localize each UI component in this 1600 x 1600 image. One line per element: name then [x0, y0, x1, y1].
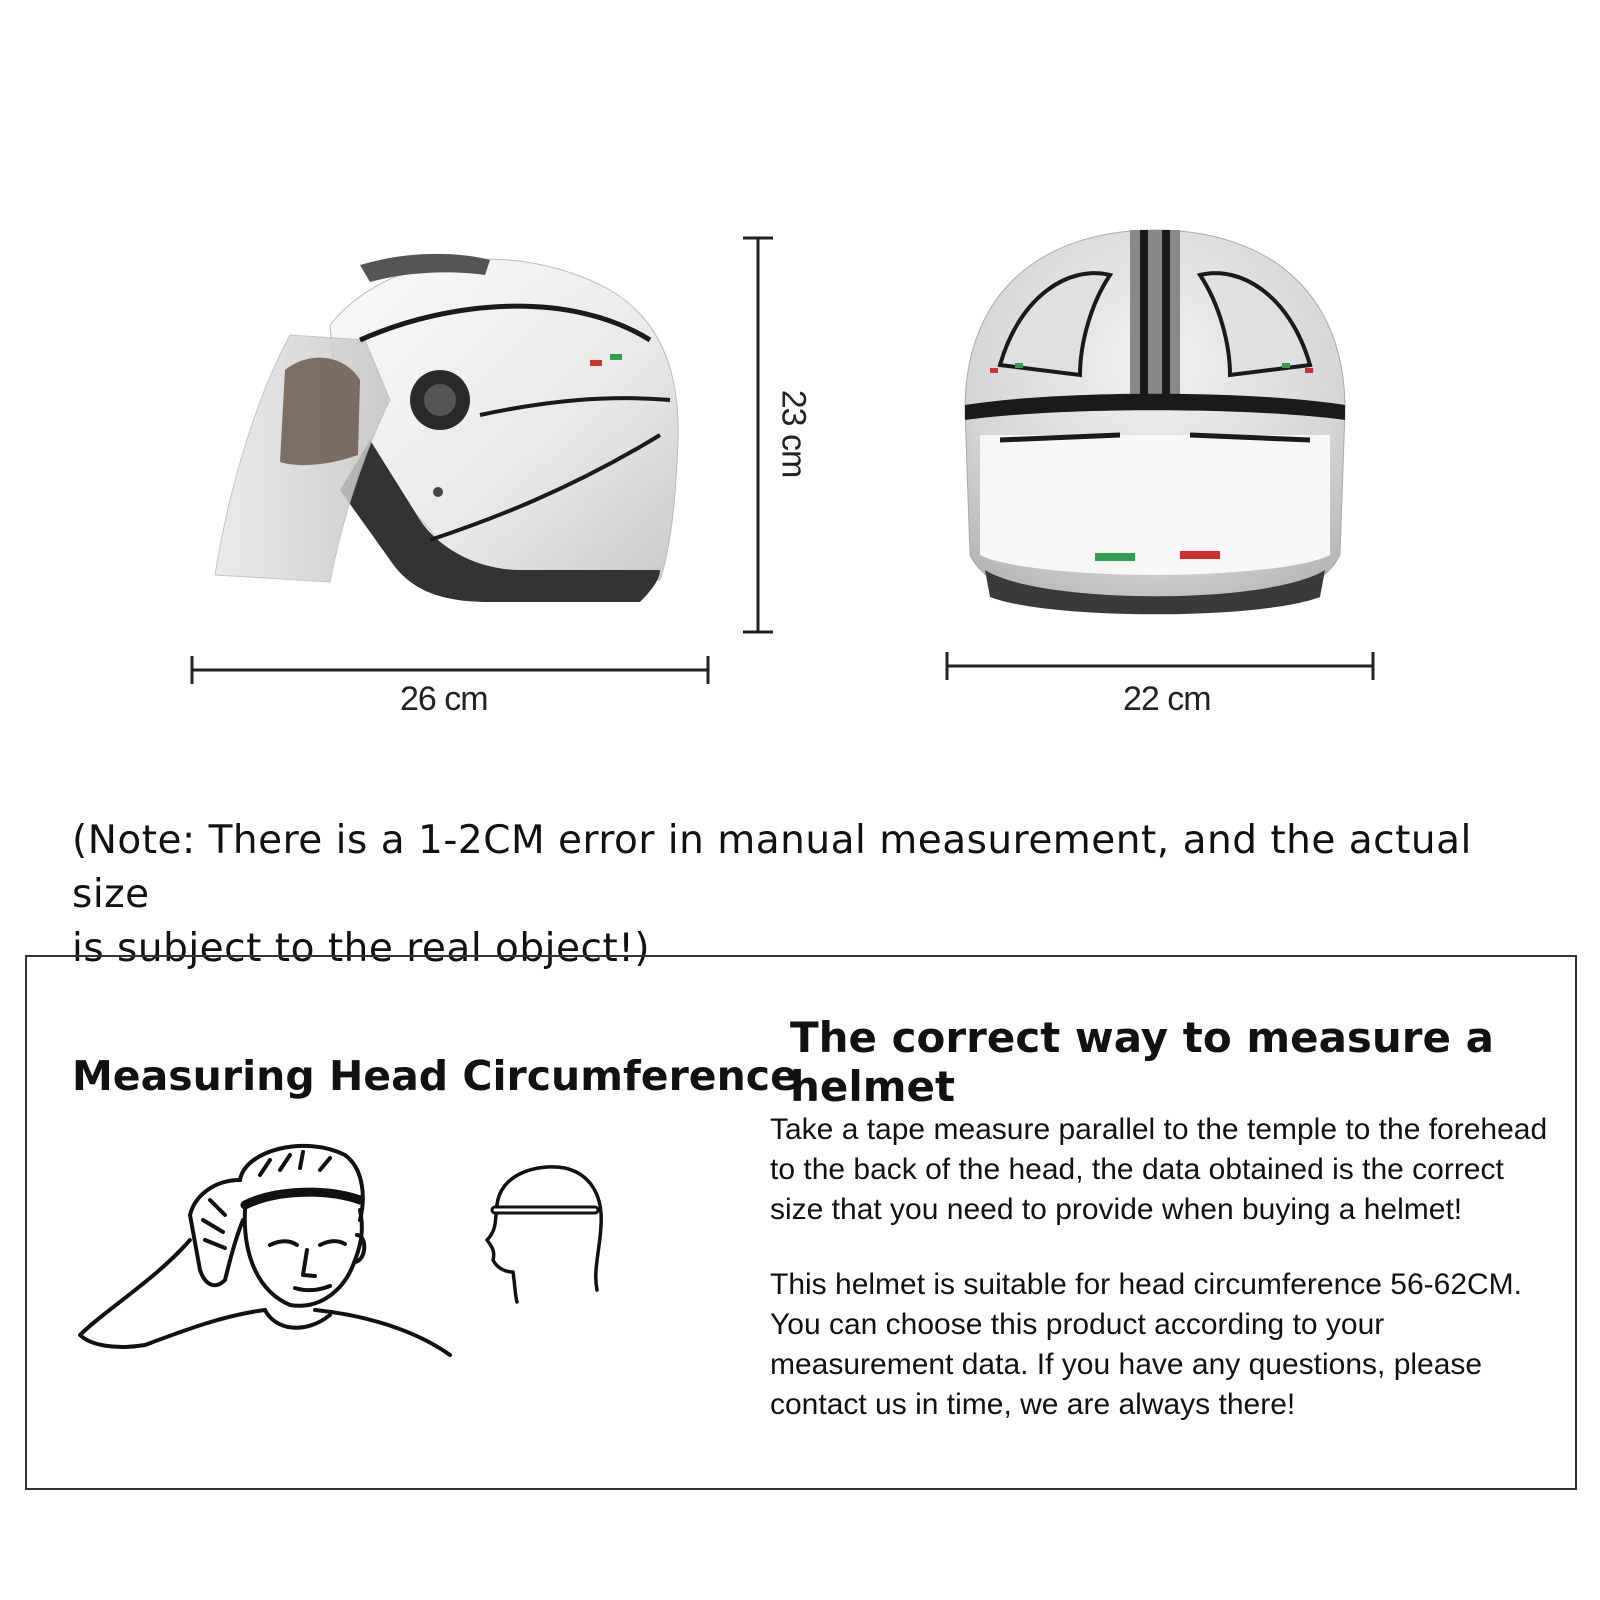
side-width-dimension-label: 26 cm: [400, 680, 488, 718]
man-measuring-head-illustration: [75, 1140, 465, 1370]
suitability-line: contact us in time, we are always there!: [770, 1388, 1296, 1421]
front-width-dimension-label: 22 cm: [1123, 680, 1211, 718]
measure-instructions-paragraph: [770, 1110, 1570, 1230]
instruction-line: Take a tape measure parallel to the temple to the forehead: [770, 1113, 1548, 1146]
note-line-1: (Note: There is a 1-2CM error in manual measurement, and the actual size: [72, 818, 1472, 917]
suitability-line: measurement data. If you have any questions, please: [770, 1348, 1483, 1381]
suitability-line: You can choose this product according to your: [770, 1308, 1385, 1341]
instruction-line: size that you need to provide when buying a helmet!: [770, 1193, 1463, 1226]
suitability-line: This helmet is suitable for head circumference 56-62CM.: [770, 1268, 1522, 1301]
head-profile-tape-illustration: [475, 1160, 615, 1305]
helmet-front-view-image: [960, 225, 1350, 625]
note-line-2: is subject to the real object!): [72, 926, 651, 971]
instruction-line: to the back of the head, the data obtained is the correct: [770, 1153, 1504, 1186]
head-circumference-title: Measuring Head Circumference: [72, 1052, 798, 1100]
height-dimension-label: 23 cm: [774, 389, 813, 478]
measure-helmet-title: The correct way to measure a helmet: [790, 1013, 1494, 1111]
helmet-side-view-image: [190, 230, 710, 630]
measurement-note: [72, 814, 1532, 976]
suitability-paragraph: [770, 1265, 1570, 1425]
